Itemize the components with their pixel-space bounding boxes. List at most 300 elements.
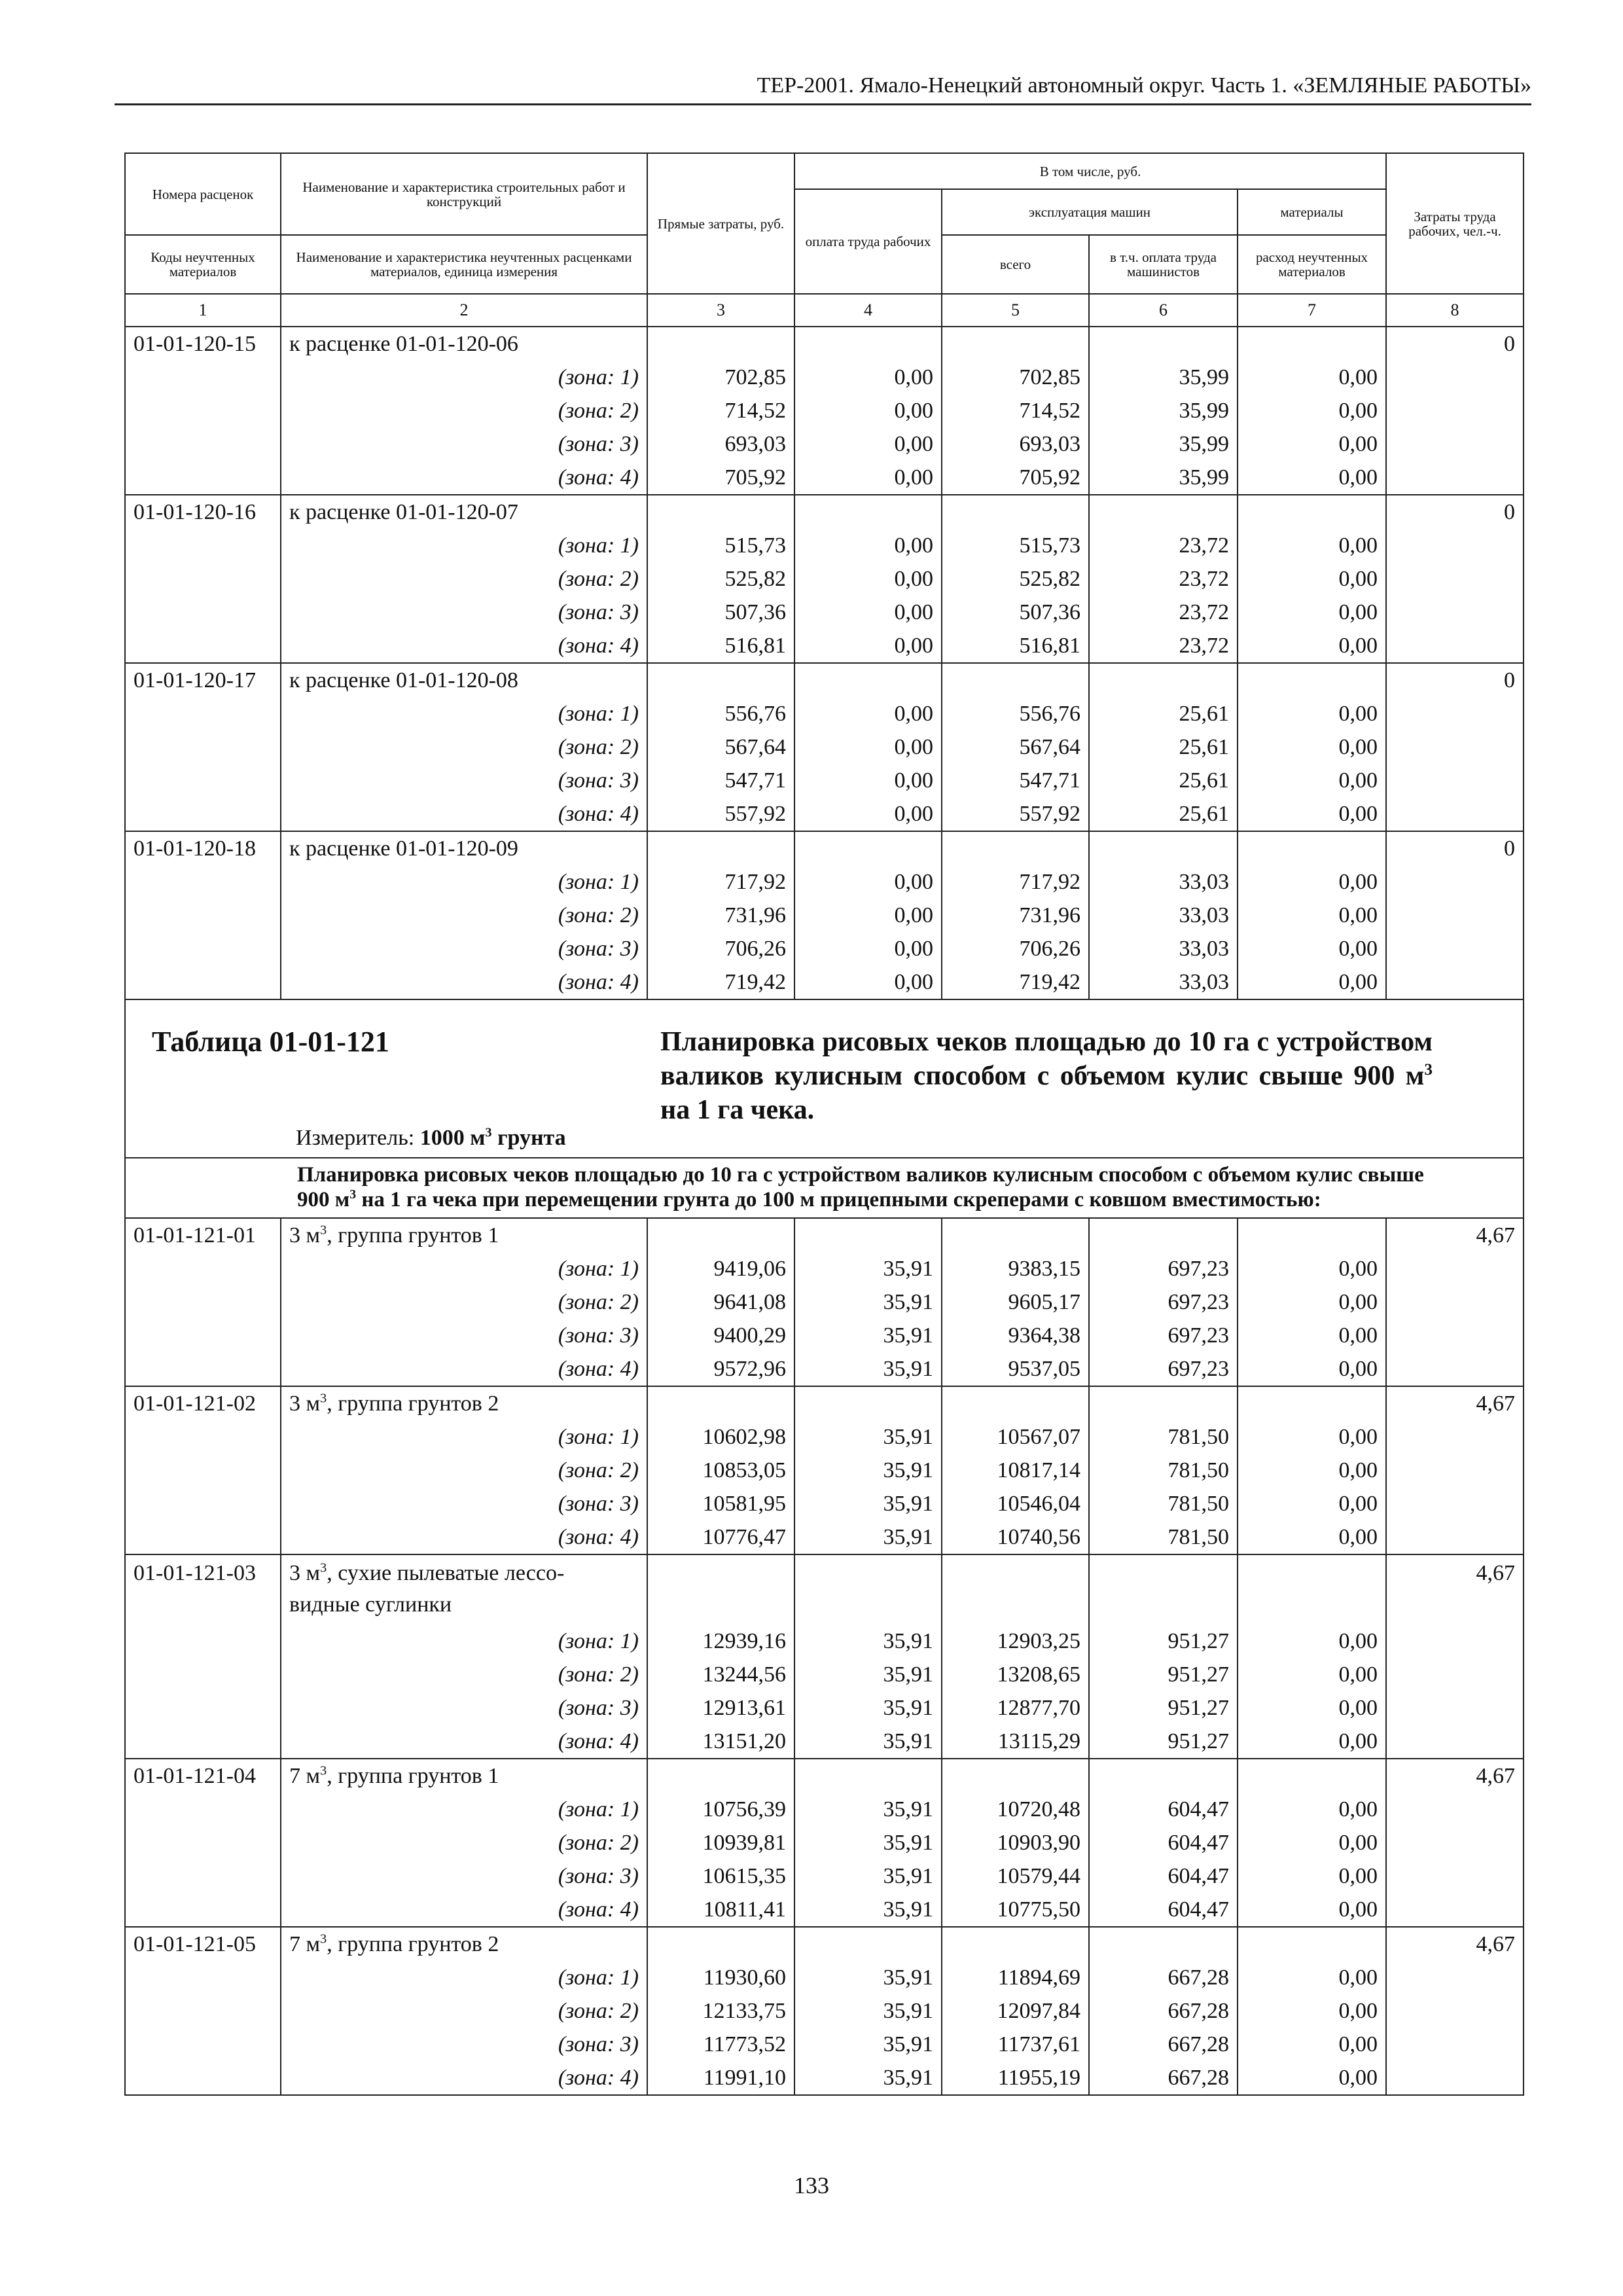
empty-cell bbox=[125, 1826, 281, 1859]
materials-cost: 0,00 bbox=[1238, 394, 1386, 427]
materials-cost: 0,00 bbox=[1238, 1691, 1386, 1725]
materials-cost: 0,00 bbox=[1238, 427, 1386, 461]
empty-cell bbox=[794, 495, 942, 529]
machine-cost: 12097,84 bbox=[942, 1994, 1089, 2028]
materials-header: материалы bbox=[1238, 189, 1386, 235]
zone-row bbox=[125, 1252, 1524, 1285]
operator-wages: 604,47 bbox=[1089, 1859, 1238, 1893]
table-121-title bbox=[125, 999, 1524, 1218]
direct-cost: 731,96 bbox=[647, 899, 794, 932]
column-numbers-row bbox=[125, 294, 1524, 327]
zone-row bbox=[125, 730, 1524, 764]
operator-wages: 781,50 bbox=[1089, 1487, 1238, 1520]
table-row bbox=[125, 495, 1524, 529]
column-number: 1 bbox=[125, 294, 281, 327]
empty-cell bbox=[1089, 1554, 1238, 1624]
machine-cost: 13115,29 bbox=[942, 1725, 1089, 1759]
empty-cell bbox=[942, 327, 1089, 361]
operator-wages: 697,23 bbox=[1089, 1252, 1238, 1285]
rate-code: 01-01-120-18 bbox=[125, 831, 281, 865]
zone-row bbox=[125, 932, 1524, 965]
operator-wages: 781,50 bbox=[1089, 1454, 1238, 1487]
price-table bbox=[124, 152, 1524, 2096]
zone-row bbox=[125, 1725, 1524, 1759]
zone-label: (зона: 2) bbox=[281, 394, 647, 427]
zone-row bbox=[125, 1658, 1524, 1691]
materials-cost: 0,00 bbox=[1238, 764, 1386, 797]
zone-row bbox=[125, 1826, 1524, 1859]
direct-cost: 507,36 bbox=[647, 596, 794, 629]
operator-wages: 23,72 bbox=[1089, 529, 1238, 562]
worker-wages: 0,00 bbox=[794, 899, 942, 932]
machine-cost: 567,64 bbox=[942, 730, 1089, 764]
empty-cell bbox=[1386, 1520, 1524, 1554]
materials-cost: 0,00 bbox=[1238, 1994, 1386, 2028]
group-header: В том числе, руб. bbox=[794, 153, 1386, 189]
machine-cost: 731,96 bbox=[942, 899, 1089, 932]
empty-cell bbox=[942, 1927, 1089, 1961]
empty-cell bbox=[125, 1319, 281, 1352]
operator-wages: 697,23 bbox=[1089, 1285, 1238, 1319]
empty-cell bbox=[942, 1218, 1089, 1252]
worker-wages: 0,00 bbox=[794, 797, 942, 831]
operator-wages: 697,23 bbox=[1089, 1319, 1238, 1352]
materials-cost: 0,00 bbox=[1238, 1793, 1386, 1826]
zone-label: (зона: 3) bbox=[281, 932, 647, 965]
machine-cost: 13208,65 bbox=[942, 1658, 1089, 1691]
empty-cell bbox=[647, 1759, 794, 1793]
operator-wages: 33,03 bbox=[1089, 899, 1238, 932]
materials-cost: 0,00 bbox=[1238, 1285, 1386, 1319]
machine-cost: 9605,17 bbox=[942, 1285, 1089, 1319]
zone-row bbox=[125, 1352, 1524, 1386]
materials-cost: 0,00 bbox=[1238, 461, 1386, 495]
operator-wages: 667,28 bbox=[1089, 2028, 1238, 2061]
empty-cell bbox=[1386, 1859, 1524, 1893]
operator-wages: 781,50 bbox=[1089, 1420, 1238, 1454]
machine-cost: 10817,14 bbox=[942, 1454, 1089, 1487]
zone-label: (зона: 1) bbox=[281, 1252, 647, 1285]
empty-cell bbox=[1386, 1624, 1524, 1658]
rate-name: к расценке 01-01-120-09 bbox=[281, 831, 647, 865]
table-title: Планировка рисовых чеков площадью до 10 га с устройством валиков кулисным способом с объемом кулис свыше 900 $м^3$ на 1 га чека. bbox=[660, 1027, 1433, 1125]
zone-label: (зона: 2) bbox=[281, 562, 647, 596]
operator-wages: 33,03 bbox=[1089, 932, 1238, 965]
operator-wages: 667,28 bbox=[1089, 2061, 1238, 2095]
machine-cost: 10567,07 bbox=[942, 1420, 1089, 1454]
empty-cell bbox=[1238, 831, 1386, 865]
zone-row bbox=[125, 1994, 1524, 2028]
worker-wages: 0,00 bbox=[794, 730, 942, 764]
zone-label: (зона: 1) bbox=[281, 1624, 647, 1658]
empty-cell bbox=[794, 1927, 942, 1961]
empty-cell bbox=[125, 965, 281, 999]
zone-row bbox=[125, 797, 1524, 831]
empty-cell bbox=[1386, 1420, 1524, 1454]
empty-cell bbox=[1386, 899, 1524, 932]
zone-row bbox=[125, 529, 1524, 562]
materials-cost: 0,00 bbox=[1238, 1961, 1386, 1994]
operator-wages: 23,72 bbox=[1089, 629, 1238, 663]
empty-cell bbox=[1386, 2028, 1524, 2061]
empty-cell bbox=[1386, 730, 1524, 764]
zone-row bbox=[125, 1420, 1524, 1454]
materials-cost: 0,00 bbox=[1238, 1658, 1386, 1691]
direct-cost: 12939,16 bbox=[647, 1624, 794, 1658]
materials-cost: 0,00 bbox=[1238, 1454, 1386, 1487]
empty-cell bbox=[1238, 1554, 1386, 1624]
direct-cost: 13244,56 bbox=[647, 1658, 794, 1691]
zone-label: (зона: 1) bbox=[281, 1793, 647, 1826]
direct-cost: 11773,52 bbox=[647, 2028, 794, 2061]
materials-cost: 0,00 bbox=[1238, 1893, 1386, 1927]
direct-cost: 525,82 bbox=[647, 562, 794, 596]
direct-cost: 10581,95 bbox=[647, 1487, 794, 1520]
labor-cost: 0 bbox=[1386, 495, 1524, 529]
zone-label: (зона: 3) bbox=[281, 1691, 647, 1725]
zone-row bbox=[125, 562, 1524, 596]
operator-wages: 33,03 bbox=[1089, 865, 1238, 899]
empty-cell bbox=[794, 831, 942, 865]
worker-wages: 0,00 bbox=[794, 697, 942, 730]
rate-code: 01-01-121-03 bbox=[125, 1554, 281, 1624]
empty-cell bbox=[1386, 797, 1524, 831]
direct-cost: 567,64 bbox=[647, 730, 794, 764]
worker-wages: 35,91 bbox=[794, 1994, 942, 2028]
machine-cost: 10775,50 bbox=[942, 1893, 1089, 1927]
empty-cell bbox=[1386, 764, 1524, 797]
machine-cost: 515,73 bbox=[942, 529, 1089, 562]
page-number: 133 bbox=[794, 2172, 829, 2198]
materials-cost: 0,00 bbox=[1238, 2061, 1386, 2095]
column-number: 2 bbox=[281, 294, 647, 327]
operator-wages: 781,50 bbox=[1089, 1520, 1238, 1554]
empty-cell bbox=[125, 427, 281, 461]
worker-wages: 35,91 bbox=[794, 1826, 942, 1859]
empty-cell bbox=[647, 1554, 794, 1624]
table-row bbox=[125, 1554, 1524, 1624]
zone-row bbox=[125, 1961, 1524, 1994]
materials-cost: 0,00 bbox=[1238, 697, 1386, 730]
operator-wages: 25,61 bbox=[1089, 730, 1238, 764]
empty-cell bbox=[1238, 1218, 1386, 1252]
empty-cell bbox=[1386, 394, 1524, 427]
zone-label: (зона: 4) bbox=[281, 1725, 647, 1759]
zone-row bbox=[125, 865, 1524, 899]
materials-cost: 0,00 bbox=[1238, 1487, 1386, 1520]
direct-cost: 12133,75 bbox=[647, 1994, 794, 2028]
table-row bbox=[125, 1386, 1524, 1420]
direct-cost: 11991,10 bbox=[647, 2061, 794, 2095]
rate-code: 01-01-120-15 bbox=[125, 327, 281, 361]
empty-cell bbox=[125, 1252, 281, 1285]
empty-cell bbox=[794, 1759, 942, 1793]
table-label: Таблица 01-01-121 bbox=[152, 1026, 389, 1058]
measure-unit: Измеритель: 1000 $м^3$ грунта bbox=[296, 1125, 566, 1150]
direct-cost: 10615,35 bbox=[647, 1859, 794, 1893]
labor-cost: 4,67 bbox=[1386, 1386, 1524, 1420]
machine-cost: 12903,25 bbox=[942, 1624, 1089, 1658]
empty-cell bbox=[125, 1624, 281, 1658]
zone-label: (зона: 2) bbox=[281, 1658, 647, 1691]
empty-cell bbox=[1386, 2061, 1524, 2095]
empty-cell bbox=[125, 1725, 281, 1759]
worker-wages: 35,91 bbox=[794, 1420, 942, 1454]
empty-cell bbox=[125, 596, 281, 629]
worker-wages: 0,00 bbox=[794, 932, 942, 965]
zone-label: (зона: 1) bbox=[281, 697, 647, 730]
page-header: ТЕР-2001. Ямало-Ненецкий автономный округ. Часть 1. «ЗЕМЛЯНЫЕ РАБОТЫ» bbox=[115, 69, 1531, 105]
empty-cell bbox=[942, 663, 1089, 697]
table-body-121 bbox=[125, 1218, 1524, 2095]
direct-cost: 706,26 bbox=[647, 932, 794, 965]
operator-wages: 25,61 bbox=[1089, 764, 1238, 797]
zone-row bbox=[125, 394, 1524, 427]
machine-cost: 11737,61 bbox=[942, 2028, 1089, 2061]
table-row bbox=[125, 663, 1524, 697]
worker-wages: 35,91 bbox=[794, 1893, 942, 1927]
zone-label: (зона: 4) bbox=[281, 461, 647, 495]
empty-cell bbox=[125, 2061, 281, 2095]
col4-header: оплата труда рабочих bbox=[794, 189, 942, 294]
empty-cell bbox=[125, 1691, 281, 1725]
zone-row bbox=[125, 1319, 1524, 1352]
column-number: 8 bbox=[1386, 294, 1524, 327]
zone-row bbox=[125, 629, 1524, 663]
empty-cell bbox=[1386, 529, 1524, 562]
zone-row bbox=[125, 965, 1524, 999]
direct-cost: 9641,08 bbox=[647, 1285, 794, 1319]
empty-cell bbox=[942, 1759, 1089, 1793]
zone-row bbox=[125, 1285, 1524, 1319]
machine-cost: 525,82 bbox=[942, 562, 1089, 596]
empty-cell bbox=[794, 1554, 942, 1624]
zone-label: (зона: 1) bbox=[281, 529, 647, 562]
machine-cost: 11955,19 bbox=[942, 2061, 1089, 2095]
empty-cell bbox=[1386, 1285, 1524, 1319]
empty-cell bbox=[647, 1386, 794, 1420]
empty-cell bbox=[1386, 965, 1524, 999]
worker-wages: 0,00 bbox=[794, 764, 942, 797]
direct-cost: 10939,81 bbox=[647, 1826, 794, 1859]
empty-cell bbox=[1386, 865, 1524, 899]
empty-cell bbox=[125, 2028, 281, 2061]
rate-code: 01-01-121-01 bbox=[125, 1218, 281, 1252]
operator-wages: 951,27 bbox=[1089, 1691, 1238, 1725]
empty-cell bbox=[125, 1893, 281, 1927]
worker-wages: 35,91 bbox=[794, 1487, 942, 1520]
machine-cost: 10546,04 bbox=[942, 1487, 1089, 1520]
zone-label: (зона: 2) bbox=[281, 1826, 647, 1859]
materials-cost: 0,00 bbox=[1238, 562, 1386, 596]
machine-cost: 10903,90 bbox=[942, 1826, 1089, 1859]
operator-wages: 667,28 bbox=[1089, 1994, 1238, 2028]
empty-cell bbox=[125, 629, 281, 663]
materials-cost: 0,00 bbox=[1238, 1859, 1386, 1893]
empty-cell bbox=[1089, 495, 1238, 529]
labor-cost: 0 bbox=[1386, 663, 1524, 697]
materials-cost: 0,00 bbox=[1238, 899, 1386, 932]
direct-cost: 10853,05 bbox=[647, 1454, 794, 1487]
machine-cost: 12877,70 bbox=[942, 1691, 1089, 1725]
empty-cell bbox=[1386, 1961, 1524, 1994]
materials-cost: 0,00 bbox=[1238, 797, 1386, 831]
machine-cost: 9383,15 bbox=[942, 1252, 1089, 1285]
empty-cell bbox=[942, 1554, 1089, 1624]
machines-header: эксплуатация машин bbox=[942, 189, 1238, 235]
empty-cell bbox=[1386, 629, 1524, 663]
zone-row bbox=[125, 1859, 1524, 1893]
empty-cell bbox=[125, 697, 281, 730]
zone-row bbox=[125, 1893, 1524, 1927]
empty-cell bbox=[125, 1793, 281, 1826]
zone-row bbox=[125, 899, 1524, 932]
worker-wages: 35,91 bbox=[794, 1252, 942, 1285]
worker-wages: 35,91 bbox=[794, 1859, 942, 1893]
empty-cell bbox=[1386, 1725, 1524, 1759]
empty-cell bbox=[942, 495, 1089, 529]
direct-cost: 516,81 bbox=[647, 629, 794, 663]
machine-cost: 693,03 bbox=[942, 427, 1089, 461]
zone-row bbox=[125, 2061, 1524, 2095]
materials-cost: 0,00 bbox=[1238, 1352, 1386, 1386]
empty-cell bbox=[1238, 1386, 1386, 1420]
rate-code: 01-01-120-17 bbox=[125, 663, 281, 697]
zone-row bbox=[125, 697, 1524, 730]
empty-cell bbox=[794, 1218, 942, 1252]
direct-cost: 11930,60 bbox=[647, 1961, 794, 1994]
zone-label: (зона: 4) bbox=[281, 1352, 647, 1386]
worker-wages: 0,00 bbox=[794, 629, 942, 663]
zone-label: (зона: 2) bbox=[281, 899, 647, 932]
rate-name: 7 $м^3$, группа грунтов 2 bbox=[281, 1927, 647, 1961]
rate-code: 01-01-121-04 bbox=[125, 1759, 281, 1793]
worker-wages: 35,91 bbox=[794, 1691, 942, 1725]
machine-cost: 11894,69 bbox=[942, 1961, 1089, 1994]
column-number: 7 bbox=[1238, 294, 1386, 327]
empty-cell bbox=[125, 899, 281, 932]
operator-wages: 604,47 bbox=[1089, 1826, 1238, 1859]
worker-wages: 35,91 bbox=[794, 1961, 942, 1994]
empty-cell bbox=[125, 394, 281, 427]
worker-wages: 0,00 bbox=[794, 461, 942, 495]
materials-cost: 0,00 bbox=[1238, 1420, 1386, 1454]
zone-row bbox=[125, 1520, 1524, 1554]
zone-label: (зона: 3) bbox=[281, 1487, 647, 1520]
col8-header: Затраты труда рабочих, чел.-ч. bbox=[1386, 153, 1524, 294]
operator-wages: 951,27 bbox=[1089, 1725, 1238, 1759]
worker-wages: 35,91 bbox=[794, 1658, 942, 1691]
zone-label: (зона: 1) bbox=[281, 361, 647, 394]
empty-cell bbox=[647, 831, 794, 865]
empty-cell bbox=[1386, 427, 1524, 461]
empty-cell bbox=[125, 1520, 281, 1554]
zone-row bbox=[125, 764, 1524, 797]
empty-cell bbox=[125, 1658, 281, 1691]
rate-name: 3 $м^3$, группа грунтов 2 bbox=[281, 1386, 647, 1420]
direct-cost: 9419,06 bbox=[647, 1252, 794, 1285]
worker-wages: 0,00 bbox=[794, 965, 942, 999]
empty-cell bbox=[125, 529, 281, 562]
empty-cell bbox=[1238, 327, 1386, 361]
zone-row bbox=[125, 361, 1524, 394]
empty-cell bbox=[942, 1386, 1089, 1420]
empty-cell bbox=[1386, 1793, 1524, 1826]
labor-cost: 4,67 bbox=[1386, 1554, 1524, 1624]
rate-name: к расценке 01-01-120-07 bbox=[281, 495, 647, 529]
rate-name: 7 $м^3$, группа грунтов 1 bbox=[281, 1759, 647, 1793]
materials-cost: 0,00 bbox=[1238, 730, 1386, 764]
materials-cost: 0,00 bbox=[1238, 596, 1386, 629]
worker-wages: 35,91 bbox=[794, 1454, 942, 1487]
worker-wages: 0,00 bbox=[794, 394, 942, 427]
operator-wages: 604,47 bbox=[1089, 1893, 1238, 1927]
machine-cost: 9537,05 bbox=[942, 1352, 1089, 1386]
zone-row bbox=[125, 1691, 1524, 1725]
zone-label: (зона: 3) bbox=[281, 596, 647, 629]
direct-cost: 9400,29 bbox=[647, 1319, 794, 1352]
zone-row bbox=[125, 461, 1524, 495]
column-number: 5 bbox=[942, 294, 1089, 327]
zone-label: (зона: 2) bbox=[281, 730, 647, 764]
empty-cell bbox=[1386, 596, 1524, 629]
materials-cost: 0,00 bbox=[1238, 1520, 1386, 1554]
col1-header-top: Номера расценок bbox=[125, 153, 281, 235]
materials-cost: 0,00 bbox=[1238, 2028, 1386, 2061]
machine-cost: 516,81 bbox=[942, 629, 1089, 663]
table-row bbox=[125, 1759, 1524, 1793]
empty-cell bbox=[1089, 1386, 1238, 1420]
worker-wages: 35,91 bbox=[794, 1319, 942, 1352]
materials-cost: 0,00 bbox=[1238, 361, 1386, 394]
materials-cost: 0,00 bbox=[1238, 1252, 1386, 1285]
worker-wages: 0,00 bbox=[794, 596, 942, 629]
worker-wages: 35,91 bbox=[794, 1793, 942, 1826]
machine-cost: 717,92 bbox=[942, 865, 1089, 899]
empty-cell bbox=[1089, 1927, 1238, 1961]
empty-cell bbox=[1386, 1826, 1524, 1859]
machine-cost: 714,52 bbox=[942, 394, 1089, 427]
empty-cell bbox=[1386, 1252, 1524, 1285]
materials-cost: 0,00 bbox=[1238, 529, 1386, 562]
table-row bbox=[125, 327, 1524, 361]
worker-wages: 35,91 bbox=[794, 1520, 942, 1554]
col7-header: расход неучтенных материалов bbox=[1238, 235, 1386, 294]
rate-name: к расценке 01-01-120-08 bbox=[281, 663, 647, 697]
empty-cell bbox=[1386, 1658, 1524, 1691]
direct-cost: 9572,96 bbox=[647, 1352, 794, 1386]
empty-cell bbox=[125, 1285, 281, 1319]
operator-wages: 25,61 bbox=[1089, 697, 1238, 730]
column-number: 6 bbox=[1089, 294, 1238, 327]
empty-cell bbox=[794, 663, 942, 697]
empty-cell bbox=[794, 1386, 942, 1420]
zone-label: (зона: 4) bbox=[281, 1520, 647, 1554]
empty-cell bbox=[1386, 1994, 1524, 2028]
table-row bbox=[125, 1218, 1524, 1252]
machine-cost: 557,92 bbox=[942, 797, 1089, 831]
direct-cost: 10602,98 bbox=[647, 1420, 794, 1454]
empty-cell bbox=[1386, 562, 1524, 596]
empty-cell bbox=[125, 1859, 281, 1893]
empty-cell bbox=[1386, 1893, 1524, 1927]
empty-cell bbox=[125, 932, 281, 965]
table-row bbox=[125, 831, 1524, 865]
empty-cell bbox=[1089, 1218, 1238, 1252]
worker-wages: 35,91 bbox=[794, 1352, 942, 1386]
col2-header-top: Наименование и характеристика строительных работ и конструкций bbox=[281, 153, 647, 235]
direct-cost: 13151,20 bbox=[647, 1725, 794, 1759]
